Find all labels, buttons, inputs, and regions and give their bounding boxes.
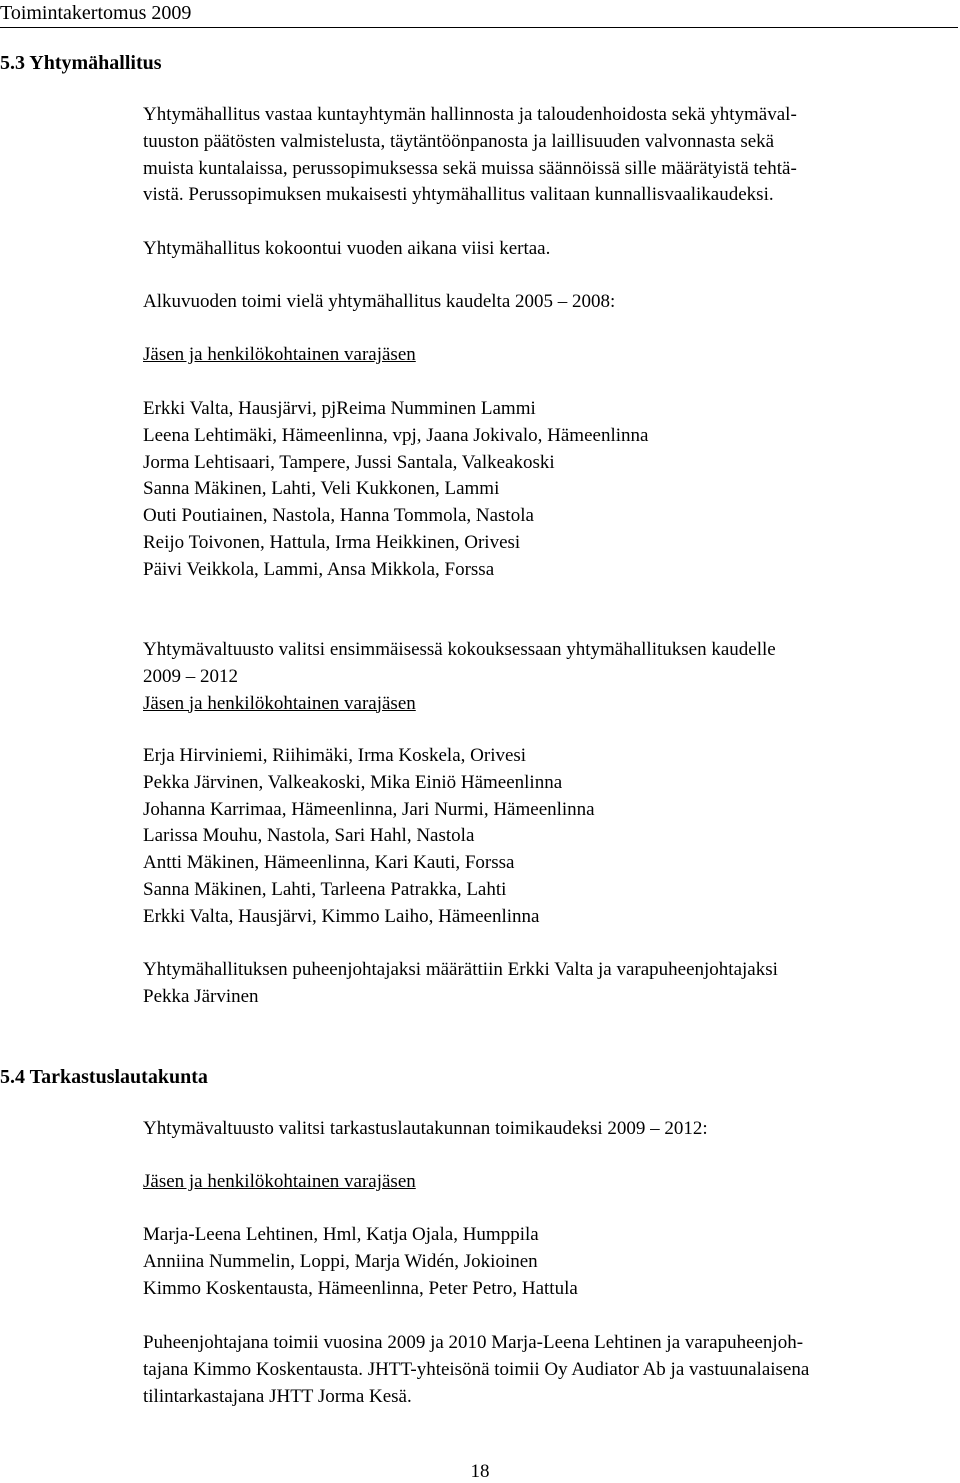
prior-board-intro: Alkuvuoden toimi vielä yhtymähallitus kaudelta 2005 – 2008: (143, 291, 616, 312)
intro-line: tuuston päätösten valmistelusta, täytäntöönpanosta ja laillisuuden valvonnasta sekä (143, 130, 775, 152)
chair-line: Pekka Järvinen (143, 985, 259, 1007)
list-item: Erkki Valta, Hausjärvi, pjReima Numminen Lammi (143, 398, 536, 419)
intro-line: vistä. Perussopimuksen mukaisesti yhtymähallitus valitaan kunnallisvaalikaudeksi. (143, 184, 774, 206)
list-item: Erkki Valta, Hausjärvi, Kimmo Laiho, Hämeenlinna (143, 905, 540, 927)
list-item: Larissa Mouhu, Nastola, Sari Hahl, Nastola (143, 825, 475, 847)
new-members-header: Jäsen ja henkilökohtainen varajäsen (143, 692, 416, 714)
closing-line: tajana Kimmo Koskentausta. JHTT-yhteisönä toimii Oy Audiator Ab ja vastuunalaisena (143, 1358, 810, 1380)
list-item: Sanna Mäkinen, Lahti, Veli Kukkonen, Lammi (143, 478, 500, 500)
closing-line: tilintarkastajana JHTT Jorma Kesä. (143, 1385, 412, 1407)
running-header: Toimintakertomus 2009 (0, 2, 192, 24)
audit-members-list (143, 1222, 578, 1302)
closing-line: Puheenjohtajana toimii vuosina 2009 ja 2010 Marja-Leena Lehtinen ja varapuheenjoh- (143, 1332, 804, 1353)
list-item: Pekka Järvinen, Valkeakoski, Mika Einiö Hämeenlinna (143, 771, 563, 793)
header-rule (0, 27, 958, 28)
list-item: Johanna Karrimaa, Hämeenlinna, Jari Nurmi, Hämeenlinna (143, 798, 595, 820)
prior-members-list (143, 396, 648, 584)
prior-members-header: Jäsen ja henkilökohtainen varajäsen (143, 344, 416, 365)
chair-paragraph (143, 957, 958, 1011)
list-item: Sanna Mäkinen, Lahti, Tarleena Patrakka, Lahti (143, 878, 507, 900)
audit-members-header: Jäsen ja henkilökohtainen varajäsen (143, 1171, 416, 1192)
meetings-text: Yhtymähallitus kokoontui vuoden aikana viisi kertaa. (143, 238, 551, 259)
chair-line: Yhtymähallituksen puheenjohtajaksi määrättiin Erkki Valta ja varapuheenjohtajaksi (143, 959, 778, 980)
page-number: 18 (470, 1461, 490, 1482)
new-board-period: 2009 – 2012 (143, 665, 238, 687)
intro-paragraph (143, 102, 958, 209)
section-heading-5-4: 5.4 Tarkastuslautakunta (0, 1066, 208, 1088)
list-item: Leena Lehtimäki, Hämeenlinna, vpj, Jaana Jokivalo, Hämeenlinna (143, 424, 649, 446)
intro-line: Yhtymähallitus vastaa kuntayhtymän hallinnosta ja taloudenhoidosta sekä yhtymäval- (143, 104, 797, 125)
audit-closing-paragraph (143, 1330, 958, 1410)
new-board-intro (143, 637, 958, 717)
list-item: Outi Poutiainen, Nastola, Hanna Tommola, Nastola (143, 505, 534, 527)
intro-line: muista kuntalaissa, perussopimuksessa sekä muissa säännöissä sille määrätyistä tehtä- (143, 157, 797, 179)
list-item: Marja-Leena Lehtinen, Hml, Katja Ojala, Humppila (143, 1224, 539, 1245)
list-item: Antti Mäkinen, Hämeenlinna, Kari Kauti, Forssa (143, 852, 515, 874)
list-item: Erja Hirviniemi, Riihimäki, Irma Koskela, Orivesi (143, 745, 527, 766)
new-members-list (143, 743, 595, 931)
list-item: Jorma Lehtisaari, Tampere, Jussi Santala, Valkeakoski (143, 451, 555, 473)
section-heading-5-3: 5.3 Yhtymähallitus (0, 52, 162, 74)
list-item: Päivi Veikkola, Lammi, Ansa Mikkola, Forssa (143, 558, 495, 580)
new-board-intro-line: Yhtymävaltuusto valitsi ensimmäisessä kokouksessaan yhtymähallituksen kaudelle (143, 639, 776, 660)
list-item: Reijo Toivonen, Hattula, Irma Heikkinen, Orivesi (143, 531, 521, 553)
list-item: Kimmo Koskentausta, Hämeenlinna, Peter Petro, Hattula (143, 1277, 578, 1299)
list-item: Anniina Nummelin, Loppi, Marja Widén, Jokioinen (143, 1250, 538, 1272)
audit-intro: Yhtymävaltuusto valitsi tarkastuslautakunnan toimikaudeksi 2009 – 2012: (143, 1118, 708, 1139)
